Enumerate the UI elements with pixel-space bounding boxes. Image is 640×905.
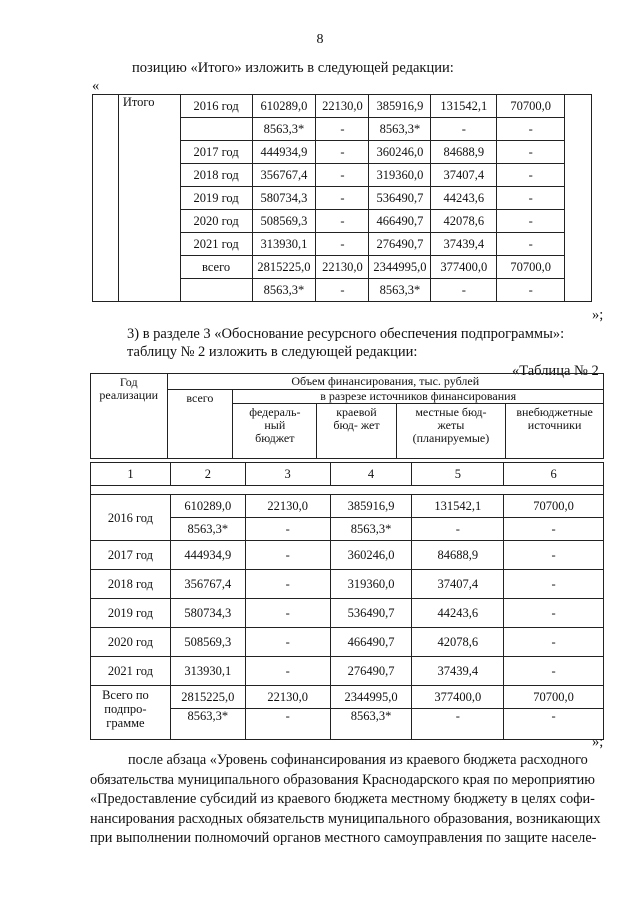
value-cell: 2815225,0 <box>252 256 316 279</box>
value-cell: 8563,3* <box>369 279 431 302</box>
value-cell: - <box>504 570 604 599</box>
year-cell: 2017 год <box>180 141 252 164</box>
value-cell: - <box>245 570 330 599</box>
value-cell: - <box>245 657 330 686</box>
blank-cell <box>93 95 119 302</box>
table-row <box>91 657 604 686</box>
year-cell: 2021 год <box>91 657 171 686</box>
year-cell: всего <box>180 256 252 279</box>
value-cell: 8563,3* <box>252 118 316 141</box>
table-row <box>91 541 604 570</box>
value-cell: 466490,7 <box>369 210 431 233</box>
section3-line1: 3) в разделе 3 «Обоснование ресурсного обеспечения подпрограммы»: <box>127 326 565 342</box>
value-cell: - <box>497 210 565 233</box>
value-cell: 276490,7 <box>330 657 412 686</box>
value-cell: 466490,7 <box>330 628 412 657</box>
value-cell: - <box>316 279 369 302</box>
value-cell: 610289,0 <box>252 95 316 118</box>
itogo-table-body <box>93 95 592 302</box>
value-cell: 319360,0 <box>330 570 412 599</box>
value-cell: 8563,3* <box>369 118 431 141</box>
year-cell: 2018 год <box>180 164 252 187</box>
table2-rows <box>91 463 604 740</box>
value-cell: - <box>412 518 504 541</box>
value-cell: 2344995,0 <box>369 256 431 279</box>
value-cell: - <box>316 141 369 164</box>
value-cell: 8563,3* <box>330 709 412 740</box>
head-sources: в разрезе источников финансирования <box>233 390 604 404</box>
value-cell: 360246,0 <box>369 141 431 164</box>
para-line: после абзаца «Уровень софинансирования из краевого бюджета расходного <box>128 752 588 768</box>
value-cell: 70700,0 <box>497 95 565 118</box>
value-cell: - <box>316 118 369 141</box>
value-cell: 313930,1 <box>252 233 316 256</box>
total-label-cell: Всего по подпро- грамме <box>91 686 171 740</box>
value-cell: 580734,3 <box>170 599 245 628</box>
section3-line2: таблицу № 2 изложить в следующей редакции: <box>127 344 418 360</box>
value-cell: - <box>497 141 565 164</box>
table-row <box>91 495 604 518</box>
head-regional: краевой бюд- жет <box>317 404 396 459</box>
head-extra: внебюджетные источники <box>506 404 604 459</box>
value-cell: 22130,0 <box>316 256 369 279</box>
value-cell: 356767,4 <box>252 164 316 187</box>
year-cell: 2018 год <box>91 570 171 599</box>
head-year: Год реализации <box>91 374 168 459</box>
value-cell: - <box>245 518 330 541</box>
close-quote-1: »; <box>592 307 604 323</box>
table-caption: «Таблица № 2 <box>512 363 599 379</box>
year-cell <box>180 118 252 141</box>
table-row <box>93 95 592 118</box>
value-cell: - <box>245 541 330 570</box>
value-cell: 313930,1 <box>170 657 245 686</box>
head-federal: федераль- ный бюджет <box>233 404 317 459</box>
close-quote-2: »; <box>592 734 604 750</box>
value-cell: 385916,9 <box>330 495 412 518</box>
value-cell: 44243,6 <box>431 187 497 210</box>
value-cell: 37439,4 <box>412 657 504 686</box>
value-cell: - <box>412 709 504 740</box>
value-cell: 319360,0 <box>369 164 431 187</box>
value-cell: - <box>245 709 330 740</box>
table-row <box>91 686 604 709</box>
itogo-label: Итого <box>118 95 180 302</box>
value-cell: 2344995,0 <box>330 686 412 709</box>
year-cell: 2019 год <box>180 187 252 210</box>
value-cell: - <box>316 187 369 210</box>
head-local: местные бюд- жеты (планируемые) <box>396 404 506 459</box>
value-cell: 22130,0 <box>245 495 330 518</box>
year-cell <box>180 279 252 302</box>
table-row <box>91 463 604 486</box>
blank-cell <box>565 95 592 302</box>
column-number-cell: 1 <box>91 463 171 486</box>
value-cell: 356767,4 <box>170 570 245 599</box>
value-cell: - <box>504 628 604 657</box>
table2-body <box>90 462 604 740</box>
value-cell: 37407,4 <box>412 570 504 599</box>
value-cell: 8563,3* <box>330 518 412 541</box>
para-line: при выполнении полномочий органов местного самоуправления по защите населе- <box>90 830 597 846</box>
value-cell: 508569,3 <box>170 628 245 657</box>
table-row <box>91 628 604 657</box>
intro-text: позицию «Итого» изложить в следующей редакции: <box>132 60 454 76</box>
column-number-cell: 4 <box>330 463 412 486</box>
value-cell: 70700,0 <box>504 495 604 518</box>
value-cell: 536490,7 <box>330 599 412 628</box>
value-cell: 360246,0 <box>330 541 412 570</box>
value-cell: 377400,0 <box>431 256 497 279</box>
value-cell: 42078,6 <box>431 210 497 233</box>
value-cell: - <box>431 279 497 302</box>
value-cell: 377400,0 <box>412 686 504 709</box>
open-quote: « <box>92 78 100 94</box>
value-cell: 385916,9 <box>369 95 431 118</box>
value-cell: 8563,3* <box>170 709 245 740</box>
value-cell: 131542,1 <box>431 95 497 118</box>
value-cell: - <box>497 118 565 141</box>
value-cell: 37439,4 <box>431 233 497 256</box>
column-number-cell: 5 <box>412 463 504 486</box>
table-row <box>91 599 604 628</box>
value-cell: 8563,3* <box>252 279 316 302</box>
value-cell: 22130,0 <box>316 95 369 118</box>
head-volume: Объем финансирования, тыс. рублей <box>167 374 604 390</box>
year-cell: 2021 год <box>180 233 252 256</box>
value-cell: 70700,0 <box>497 256 565 279</box>
value-cell: 37407,4 <box>431 164 497 187</box>
value-cell: 536490,7 <box>369 187 431 210</box>
value-cell: - <box>504 657 604 686</box>
table-row <box>91 486 604 495</box>
year-cell: 2017 год <box>91 541 171 570</box>
para-line: нансирования расходных обязательств муниципального образования, возникающих <box>90 810 601 827</box>
value-cell: 444934,9 <box>170 541 245 570</box>
value-cell: - <box>504 599 604 628</box>
value-cell: 580734,3 <box>252 187 316 210</box>
value-cell: - <box>431 118 497 141</box>
value-cell: 84688,9 <box>412 541 504 570</box>
column-number-cell: 6 <box>504 463 604 486</box>
value-cell: 508569,3 <box>252 210 316 233</box>
table2-header <box>90 373 604 459</box>
value-cell: 131542,1 <box>412 495 504 518</box>
value-cell: - <box>504 518 604 541</box>
itogo-table <box>92 94 592 302</box>
year-cell: 2020 год <box>180 210 252 233</box>
paragraph <box>90 751 604 849</box>
value-cell: 44243,6 <box>412 599 504 628</box>
value-cell: - <box>316 210 369 233</box>
year-cell: 2020 год <box>91 628 171 657</box>
para-line: «Предоставление субсидий из краевого бюджета местному бюджету в целях софи- <box>90 791 595 807</box>
value-cell: 610289,0 <box>170 495 245 518</box>
value-cell: 2815225,0 <box>170 686 245 709</box>
page-number: 8 <box>316 32 324 47</box>
value-cell: 70700,0 <box>504 686 604 709</box>
value-cell: - <box>497 279 565 302</box>
value-cell: 276490,7 <box>369 233 431 256</box>
value-cell: - <box>504 709 604 740</box>
value-cell: - <box>245 599 330 628</box>
value-cell: 8563,3* <box>170 518 245 541</box>
value-cell: - <box>497 164 565 187</box>
value-cell: - <box>504 541 604 570</box>
gap-cell <box>91 486 604 495</box>
column-number-cell: 2 <box>170 463 245 486</box>
value-cell: - <box>245 628 330 657</box>
year-cell: 2016 год <box>91 495 171 541</box>
value-cell: 84688,9 <box>431 141 497 164</box>
value-cell: 444934,9 <box>252 141 316 164</box>
value-cell: - <box>497 187 565 210</box>
column-number-cell: 3 <box>245 463 330 486</box>
head-total: всего <box>167 390 233 459</box>
value-cell: - <box>316 164 369 187</box>
value-cell: - <box>497 233 565 256</box>
year-cell: 2016 год <box>180 95 252 118</box>
year-cell: 2019 год <box>91 599 171 628</box>
para-line: обязательства муниципального образования Краснодарского края по мероприятию <box>90 771 595 788</box>
value-cell: 42078,6 <box>412 628 504 657</box>
value-cell: - <box>316 233 369 256</box>
value-cell: 22130,0 <box>245 686 330 709</box>
table-row <box>91 570 604 599</box>
